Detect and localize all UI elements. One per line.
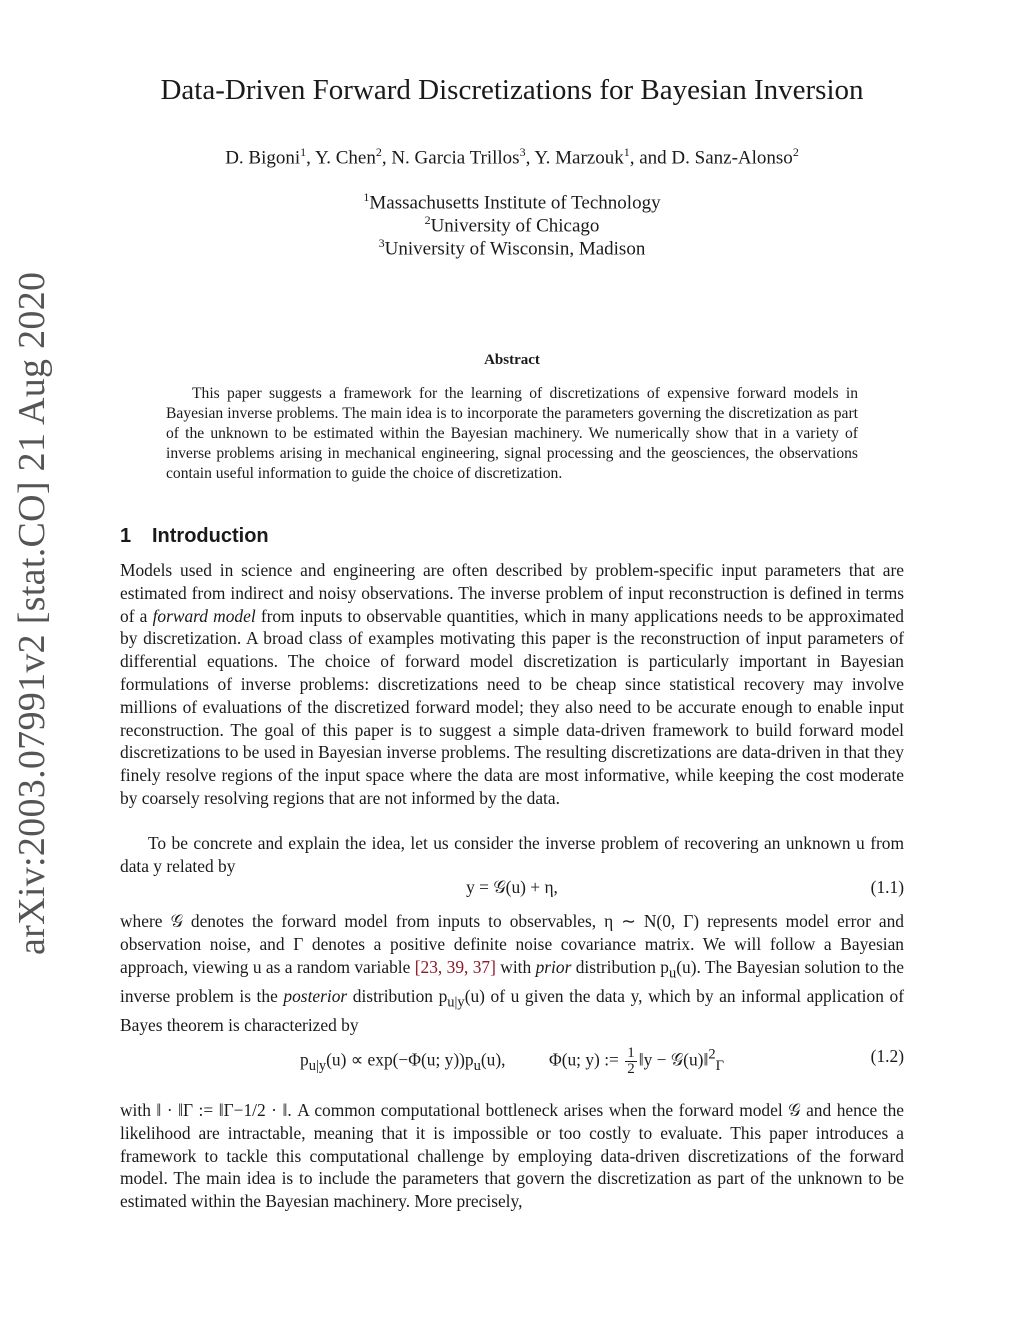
- section-title: Introduction: [152, 525, 269, 547]
- equation-body: y = 𝒢(u) + η,: [466, 877, 558, 897]
- author-name: N. Garcia Trillos: [391, 147, 520, 169]
- paragraph-text: (u) of u given the data y, which by an informal application of Bayes theorem is characterized by: [120, 985, 904, 1036]
- fraction-denominator: 2: [627, 1061, 635, 1077]
- affiliation-name: University of Wisconsin, Madison: [384, 238, 646, 260]
- paragraph-text: distribution p: [571, 956, 669, 977]
- equation-term: (u) ∝ exp(−Φ(u; y))p: [326, 1049, 474, 1070]
- subscript: u: [473, 1057, 481, 1074]
- paragraph-text: (u). The Bayesian solution to the inverse problem is the: [120, 956, 905, 1006]
- author-affiliation-mark: 3: [519, 145, 526, 159]
- emphasis-text: posterior: [283, 985, 348, 1006]
- equation-term: p: [300, 1049, 309, 1070]
- affiliation: [0, 190, 1024, 214]
- subscript: u: [669, 965, 677, 982]
- author-affiliation-mark: 1: [300, 145, 307, 159]
- equation-body: [120, 1046, 904, 1077]
- emphasis-text: prior: [535, 956, 572, 977]
- equation-term: (u),: [480, 1049, 506, 1070]
- superscript: 2: [708, 1046, 716, 1063]
- equation-number: (1.2): [870, 1046, 904, 1066]
- author-affiliation-mark: 1: [623, 145, 630, 159]
- author-name: Y. Chen: [314, 147, 376, 169]
- author-list: D. Bigoni$^1$, Y. Chen$^2$, N. Garcia Trillos$^3$, Y. Marzouk$^1$, and D. Sanz-Alonso$^2$: [225, 145, 799, 169]
- author-name: Y. Marzouk: [534, 147, 624, 169]
- subscript: Γ: [715, 1057, 724, 1074]
- paragraph: with ‖ · ‖Γ := ‖Γ−1/2 · ‖. A common computational bottleneck arises when the forward model 𝒢 and hence the likelihood are intractable, meaning that it is impossible or too costly to evaluate. This paper introduces a framework to tackle this computational challenge by employing data-driven discretizations of the forward model. The main idea is to include the parameters that govern the discretization as part of the unknown to be estimated within the Bayesian machinery. More precisely,: [120, 1100, 904, 1212]
- subscript: u|y: [308, 1057, 327, 1074]
- affiliation-name: University of Chicago: [430, 215, 600, 237]
- abstract-text: This paper suggests a framework for the learning of discretizations of expensive forward models in Bayesian inverse problems. The main idea is to incorporate the parameters governing the discretization as part of the unknown to be estimated within the Bayesian machinery. We numerically show that in a variety of inverse problems arising in mechanical engineering, signal processing and the geosciences, the observations contain useful information to guide the choice of discretization.: [166, 385, 858, 482]
- paragraph: To be concrete and explain the idea, let us consider the inverse problem of recovering an unknown u from data y related by: [120, 833, 904, 876]
- abstract-heading: Abstract: [484, 352, 540, 368]
- equation: [120, 1045, 904, 1077]
- author-affiliation-mark: 2: [375, 145, 382, 159]
- author-affiliation-mark: 2: [792, 145, 799, 159]
- emphasis-text: forward model: [152, 605, 256, 626]
- paper-title: Data-Driven Forward Discretizations for Bayesian Inversion: [160, 74, 864, 106]
- arxiv-identifier: arXiv:2003.07991v2 [stat.CO] 21 Aug 2020: [11, 271, 53, 955]
- equation-number: (1.1): [870, 877, 904, 897]
- paragraph-text: where 𝒢 denotes the forward model from inputs to observables, η ∼ N(0, Γ) represents model error and observation noise, and Γ denotes a positive definite noise covariance matrix. We will follow a Bayesian approach, viewing u as a random variable: [120, 911, 904, 977]
- affiliation: [0, 213, 1024, 237]
- affiliation-mark: 3: [378, 236, 385, 250]
- paragraph-text: Models used in science and engineering are often described by problem-specific input parameters that are estimated from indirect and noisy observations. The inverse problem of input reconstruction is defined in terms of a: [120, 560, 904, 626]
- equation: [120, 877, 904, 905]
- affiliation-mark: 1: [363, 190, 370, 204]
- fraction: [625, 1046, 637, 1077]
- paragraph: [120, 910, 904, 1037]
- author-name: D. Sanz-Alonso: [671, 147, 793, 169]
- paragraph-text: with: [495, 956, 536, 977]
- equation-term: ‖y − 𝒢(u)‖: [638, 1049, 709, 1070]
- affiliation-mark: 2: [424, 213, 431, 227]
- paragraph-text: distribution p: [347, 985, 448, 1006]
- section-heading: [120, 525, 269, 548]
- citation-link[interactable]: [23, 39, 37]: [414, 956, 496, 977]
- paragraph-text: from inputs to observable quantities, which in many applications needs to be approximated by discretization. A broad class of examples motivating this paper is the reconstruction of input parameters of differential equations. The choice of forward model discretization is particularly important in Bayesian formulations of inverse problems: discretizations need to be cheap since statistical recovery may involve millions of evaluations of the discretized forward model; they also need to be accurate enough to enable input reconstruction. The goal of this paper is to suggest a simple data-driven framework to build forward model discretizations to be used in Bayesian inverse problems. The resulting discretizations are data-driven in that they finely resolve regions of the input space where the data are most informative, while keeping the cost moderate by coarsely resolving regions that are not informed by the data.: [120, 605, 904, 808]
- fraction-numerator: 1: [627, 1045, 635, 1061]
- affiliation: [0, 236, 1024, 260]
- paragraph: [120, 559, 904, 810]
- author-name: D. Bigoni: [225, 147, 301, 169]
- affiliation-name: Massachusetts Institute of Technology: [369, 192, 661, 214]
- equation-term: Φ(u; y) :=: [548, 1049, 619, 1070]
- subscript: u|y: [447, 994, 465, 1011]
- section-number: 1: [120, 525, 132, 547]
